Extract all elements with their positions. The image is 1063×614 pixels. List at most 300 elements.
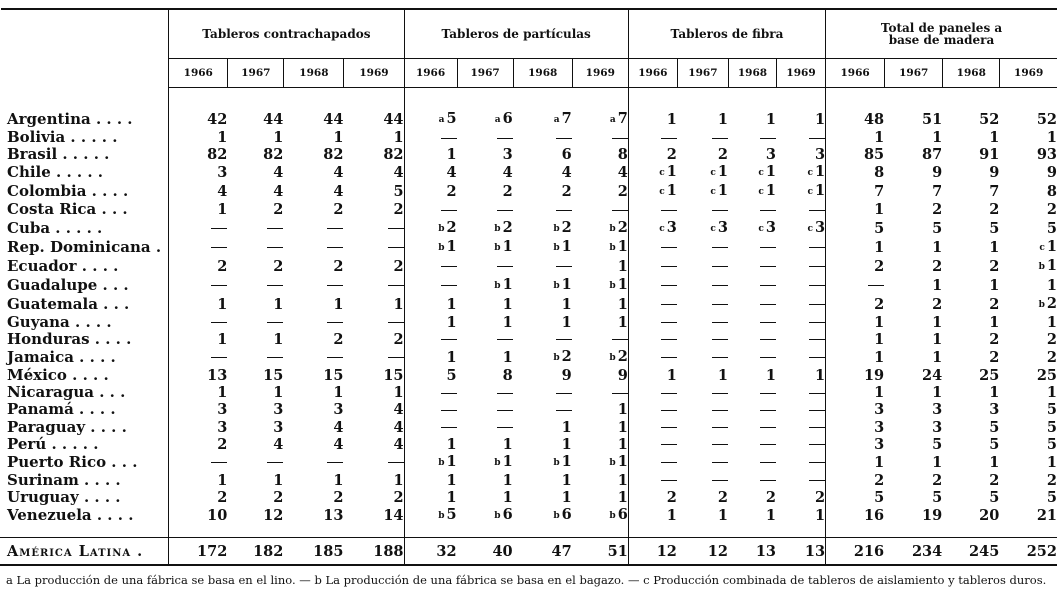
value-cell: a 6	[494, 110, 513, 127]
value-cell	[457, 331, 513, 348]
value-cell: 2	[765, 489, 776, 507]
value-cell: 1	[814, 111, 826, 128]
country-name: Costa Rica . . .	[7, 201, 128, 219]
value-cell: 1	[333, 129, 344, 147]
value-cell	[628, 348, 677, 367]
value-cell: 1	[932, 384, 943, 402]
country-name: Panamá . . . .	[7, 401, 116, 419]
spacer-row	[1, 525, 1058, 538]
nil-dash	[211, 228, 227, 229]
nil-dash	[760, 247, 776, 248]
year-header: 1968	[284, 59, 344, 88]
value-cell	[728, 295, 776, 314]
note-marker: b	[1038, 261, 1045, 272]
value-cell: b 6	[553, 506, 572, 524]
nil-dash	[441, 410, 457, 411]
value-cell: 5	[989, 435, 1000, 453]
value-cell	[228, 314, 284, 331]
value-cell: b 1	[494, 237, 513, 255]
value-cell: 19	[922, 507, 943, 525]
country-name: México . . . .	[7, 366, 109, 385]
note-marker: b	[494, 223, 501, 234]
value-cell: 2	[393, 201, 404, 219]
nil-dash	[497, 266, 513, 267]
note-marker: b	[494, 511, 501, 522]
value-cell: 19	[826, 367, 885, 384]
country-name: Venezuela . . . .	[7, 506, 134, 525]
nil-dash	[809, 444, 825, 445]
nil-dash	[661, 410, 677, 411]
value-cell: 4	[169, 182, 228, 201]
table-row	[1, 436, 1058, 453]
value-cell: 20	[979, 507, 1000, 525]
value-cell	[628, 276, 677, 295]
value-cell: 2	[932, 201, 943, 219]
table-row	[1, 506, 1058, 525]
value-cell: 2	[932, 295, 943, 313]
year-header: 1966	[169, 59, 228, 88]
value-cell	[457, 257, 513, 276]
note-marker: b	[438, 457, 445, 468]
value-cell: 4	[333, 418, 344, 436]
value-cell: 15	[383, 367, 404, 385]
note-marker: b	[553, 223, 560, 234]
value-cell: 1	[502, 313, 513, 331]
production-table	[0, 8, 1057, 566]
value-cell: 1	[273, 330, 284, 348]
value-cell: 2	[169, 489, 228, 506]
value-cell: b 2	[553, 347, 572, 365]
table-row	[1, 489, 1058, 506]
table-row	[1, 129, 1058, 146]
value-cell: 1	[628, 110, 677, 129]
value-cell	[728, 401, 776, 418]
value-cell: b 1	[553, 452, 572, 470]
table-row	[1, 384, 1058, 401]
value-cell	[457, 419, 513, 436]
value-cell: 1	[393, 471, 404, 489]
value-cell	[677, 472, 728, 489]
value-cell: b 1	[404, 238, 457, 257]
value-cell: 3	[826, 419, 885, 436]
nil-dash	[327, 285, 343, 286]
value-cell: 5	[989, 219, 1000, 237]
value-cell	[344, 348, 404, 367]
value-cell: b 2	[609, 347, 628, 365]
table-row	[1, 257, 1058, 276]
value-cell: b 1	[494, 452, 513, 470]
value-cell	[728, 384, 776, 401]
nil-dash	[809, 210, 825, 211]
value-cell: 3	[273, 418, 284, 436]
value-cell: 2	[404, 182, 457, 201]
value-cell: 1	[932, 348, 943, 366]
value-cell	[628, 419, 677, 436]
group-header-total-label: Total de paneles a base de madera	[880, 21, 1003, 47]
nil-dash	[327, 357, 343, 358]
value-cell	[404, 257, 457, 276]
value-cell: 2	[333, 330, 344, 348]
year-header: 1969	[572, 59, 628, 88]
note-marker: c	[807, 168, 813, 179]
value-cell: 1	[826, 201, 885, 218]
value-cell: 2	[989, 471, 1000, 489]
value-cell	[228, 348, 284, 367]
value-cell	[628, 238, 677, 257]
value-cell	[777, 201, 826, 218]
value-cell: 5	[404, 367, 457, 384]
value-cell	[169, 453, 228, 472]
note-marker: c	[758, 187, 764, 198]
table-row	[1, 238, 1058, 257]
value-cell: 12	[263, 507, 284, 525]
value-cell: 1	[1046, 384, 1057, 402]
value-cell	[677, 295, 728, 314]
value-cell: 3	[932, 401, 943, 419]
value-cell: b 1	[1038, 256, 1057, 274]
value-cell: 15	[323, 367, 344, 385]
value-cell: 5	[1046, 418, 1057, 436]
nil-dash	[661, 480, 677, 481]
nil-dash	[327, 247, 343, 248]
value-cell: 2	[169, 257, 228, 276]
nil-dash	[712, 304, 728, 305]
country-name: Cuba . . . . .	[7, 218, 103, 237]
nil-dash	[809, 304, 825, 305]
nil-dash	[211, 322, 227, 323]
nil-dash	[712, 480, 728, 481]
value-cell: 2	[932, 471, 943, 489]
value-cell: 2	[989, 201, 1000, 219]
value-cell: 9	[617, 367, 628, 385]
nil-dash	[267, 228, 283, 229]
value-cell	[677, 331, 728, 348]
value-cell: 3	[169, 401, 228, 418]
value-cell: 1	[502, 489, 513, 507]
value-cell: 52	[1036, 111, 1057, 128]
nil-dash	[211, 247, 227, 248]
value-cell	[344, 453, 404, 472]
note-marker: a	[438, 115, 445, 125]
group-header-fibre: Tableros de fibra	[628, 9, 825, 59]
nil-dash	[441, 285, 457, 286]
value-cell: 1	[502, 295, 513, 313]
value-cell: 1	[1046, 129, 1057, 147]
nil-dash	[556, 339, 572, 340]
value-cell: 2	[617, 183, 628, 201]
value-cell: 1	[1046, 453, 1057, 471]
value-cell: c 1	[807, 163, 826, 181]
value-cell: 2	[717, 146, 728, 164]
value-cell	[284, 276, 344, 295]
value-cell: 1	[617, 435, 628, 453]
nil-dash	[712, 393, 728, 394]
year-header: 1969	[1000, 59, 1057, 88]
value-cell: 21	[1036, 507, 1057, 525]
country-name: Ecuador . . . .	[7, 256, 119, 275]
value-cell: 1	[333, 471, 344, 489]
nil-dash	[497, 138, 513, 139]
value-cell	[572, 331, 628, 348]
value-cell	[677, 276, 728, 295]
nil-dash	[712, 410, 728, 411]
value-cell: 2	[393, 330, 404, 348]
value-cell: 1	[617, 313, 628, 331]
value-cell: 14	[383, 507, 404, 525]
value-cell: b 1	[609, 452, 628, 470]
nil-dash	[760, 410, 776, 411]
value-cell: 1	[617, 418, 628, 436]
value-cell: 1	[932, 238, 943, 256]
note-marker: b	[438, 242, 445, 253]
value-cell: 2	[333, 257, 344, 275]
value-cell: 2	[502, 183, 513, 201]
value-cell: a 7	[553, 110, 572, 127]
value-cell	[628, 314, 677, 331]
value-cell: 52	[979, 111, 1000, 128]
value-cell	[169, 348, 228, 367]
value-cell	[777, 331, 826, 348]
nil-dash	[760, 138, 776, 139]
table-row	[1, 219, 1058, 238]
nil-dash	[211, 462, 227, 463]
nil-dash	[809, 247, 825, 248]
value-cell: 2	[826, 472, 885, 489]
country-name: Chile . . . . .	[7, 163, 104, 182]
value-cell: 1	[169, 331, 228, 348]
value-cell: 5	[826, 219, 885, 238]
value-cell	[284, 348, 344, 367]
note-marker: c	[758, 223, 764, 234]
year-header: 1966	[404, 59, 457, 88]
nil-dash	[809, 393, 825, 394]
value-cell: a 7	[609, 110, 628, 127]
note-marker: b	[438, 223, 445, 234]
value-cell: 1	[826, 453, 885, 472]
value-cell: 1	[826, 314, 885, 331]
value-cell: b 1	[609, 237, 628, 255]
value-cell: 2	[814, 489, 826, 507]
value-cell	[169, 314, 228, 331]
value-cell: 1	[717, 367, 728, 385]
country-name: Perú . . . . .	[7, 435, 99, 453]
nil-dash	[327, 228, 343, 229]
value-cell: 172	[169, 538, 228, 566]
country-name: Argentina . . . .	[7, 110, 133, 128]
note-marker: b	[494, 242, 501, 253]
value-cell: 7	[932, 183, 943, 201]
value-cell: 1	[717, 111, 728, 128]
value-cell: 5	[932, 435, 943, 453]
nil-dash	[661, 393, 677, 394]
note-marker: b	[553, 352, 560, 363]
value-cell: 1	[989, 453, 1000, 471]
value-cell: 1	[765, 111, 776, 128]
value-cell	[344, 314, 404, 331]
value-cell: 1	[404, 146, 457, 163]
value-cell: 93	[1036, 146, 1057, 164]
value-cell: 2	[628, 489, 677, 506]
value-cell: 4	[333, 164, 344, 182]
value-cell	[284, 314, 344, 331]
value-cell: 2	[273, 489, 284, 507]
value-cell: 12	[677, 538, 728, 566]
value-cell: 1	[617, 401, 628, 419]
nil-dash	[267, 462, 283, 463]
value-cell: 48	[826, 110, 885, 129]
nil-dash	[388, 247, 404, 248]
value-cell	[628, 331, 677, 348]
table-row	[1, 367, 1058, 384]
value-cell: 42	[169, 110, 228, 129]
note-marker: c	[758, 168, 764, 179]
country-name: Uruguay . . . .	[7, 489, 121, 507]
value-cell: 25	[1036, 367, 1057, 385]
nil-dash	[441, 210, 457, 211]
country-name: América Latina .	[1, 538, 169, 566]
value-cell: 1	[502, 435, 513, 453]
nil-dash	[661, 427, 677, 428]
table-row	[1, 419, 1058, 436]
value-cell	[826, 276, 885, 295]
value-cell: 1	[826, 384, 885, 401]
value-cell: 24	[922, 367, 943, 385]
value-cell	[777, 348, 826, 367]
value-cell: 2	[989, 295, 1000, 313]
value-cell	[728, 238, 776, 257]
nil-dash	[497, 339, 513, 340]
nil-dash	[712, 210, 728, 211]
year-header: 1967	[457, 59, 513, 88]
nil-dash	[661, 304, 677, 305]
value-cell: 4	[393, 435, 404, 453]
value-cell: b 2	[609, 218, 628, 236]
value-cell: 1	[932, 453, 943, 471]
nil-dash	[712, 357, 728, 358]
nil-dash	[760, 210, 776, 211]
value-cell: 1	[814, 507, 826, 525]
value-cell: 82	[323, 146, 344, 164]
value-cell	[777, 276, 826, 295]
note-marker: b	[609, 242, 616, 253]
nil-dash	[441, 138, 457, 139]
value-cell: 44	[383, 111, 404, 128]
group-header-total	[826, 9, 1057, 59]
year-header: 1966	[826, 59, 885, 88]
nil-dash	[556, 266, 572, 267]
nil-dash	[712, 462, 728, 463]
value-cell: 5	[826, 489, 885, 506]
value-cell	[677, 401, 728, 418]
value-cell: 6	[561, 146, 572, 164]
value-cell: 87	[922, 146, 943, 164]
value-cell: 1	[404, 489, 457, 506]
note-marker: c	[659, 187, 665, 198]
value-cell: 1	[826, 238, 885, 257]
nil-dash	[388, 322, 404, 323]
value-cell: 40	[457, 538, 513, 566]
nil-dash	[388, 228, 404, 229]
note-marker: c	[710, 223, 716, 234]
note-marker: a	[553, 115, 560, 125]
nil-dash	[712, 247, 728, 248]
value-cell: 9	[1046, 164, 1057, 182]
nil-dash	[712, 266, 728, 267]
value-cell	[777, 472, 826, 489]
value-cell	[169, 238, 228, 257]
note-marker: c	[659, 168, 665, 179]
year-header: 1969	[344, 59, 404, 88]
table-row	[1, 348, 1058, 367]
value-cell	[457, 401, 513, 418]
value-cell	[777, 295, 826, 314]
value-cell: c 1	[1039, 237, 1057, 255]
country-name: Paraguay . . . .	[7, 418, 127, 436]
value-cell: 2	[932, 257, 943, 275]
value-cell	[677, 201, 728, 218]
note-marker: b	[494, 280, 501, 291]
year-header: 1967	[228, 59, 284, 88]
value-cell: 1	[989, 313, 1000, 331]
nil-dash	[809, 138, 825, 139]
value-cell: 1	[273, 295, 284, 313]
nil-dash	[441, 427, 457, 428]
country-name: Jamaica . . . .	[7, 347, 116, 366]
value-cell: 2	[989, 330, 1000, 348]
value-cell	[677, 436, 728, 453]
table-row	[1, 182, 1058, 201]
nil-dash	[556, 138, 572, 139]
value-cell	[572, 129, 628, 146]
value-cell	[513, 129, 572, 146]
value-cell: 2	[169, 436, 228, 453]
value-cell: 1	[404, 295, 457, 314]
value-cell: 1	[169, 472, 228, 489]
nil-dash	[712, 322, 728, 323]
value-cell: 1	[169, 129, 228, 146]
value-cell: 2	[273, 257, 284, 275]
value-cell: 1	[814, 367, 826, 385]
total-row	[1, 538, 1058, 566]
value-cell: 1	[273, 471, 284, 489]
value-cell: 185	[284, 538, 344, 566]
value-cell: 1	[617, 471, 628, 489]
value-cell: b 2	[553, 218, 572, 236]
value-cell	[777, 436, 826, 453]
value-cell: 51	[572, 538, 628, 566]
value-cell	[728, 453, 776, 472]
nil-dash	[661, 444, 677, 445]
value-cell: 5	[1046, 435, 1057, 453]
note-marker: b	[553, 280, 560, 291]
value-cell: 182	[228, 538, 284, 566]
value-cell: 3	[826, 436, 885, 453]
value-cell: b 1	[553, 237, 572, 255]
value-cell: 1	[617, 295, 628, 313]
value-cell: 3	[765, 146, 776, 164]
value-cell	[284, 238, 344, 257]
nil-dash	[712, 444, 728, 445]
value-cell: 188	[344, 538, 404, 566]
nil-dash	[441, 266, 457, 267]
value-cell: 85	[826, 146, 885, 163]
table-row	[1, 110, 1058, 129]
note-marker: a	[609, 115, 616, 125]
nil-dash	[661, 285, 677, 286]
nil-dash	[388, 357, 404, 358]
nil-dash	[327, 322, 343, 323]
value-cell: 9	[989, 164, 1000, 182]
